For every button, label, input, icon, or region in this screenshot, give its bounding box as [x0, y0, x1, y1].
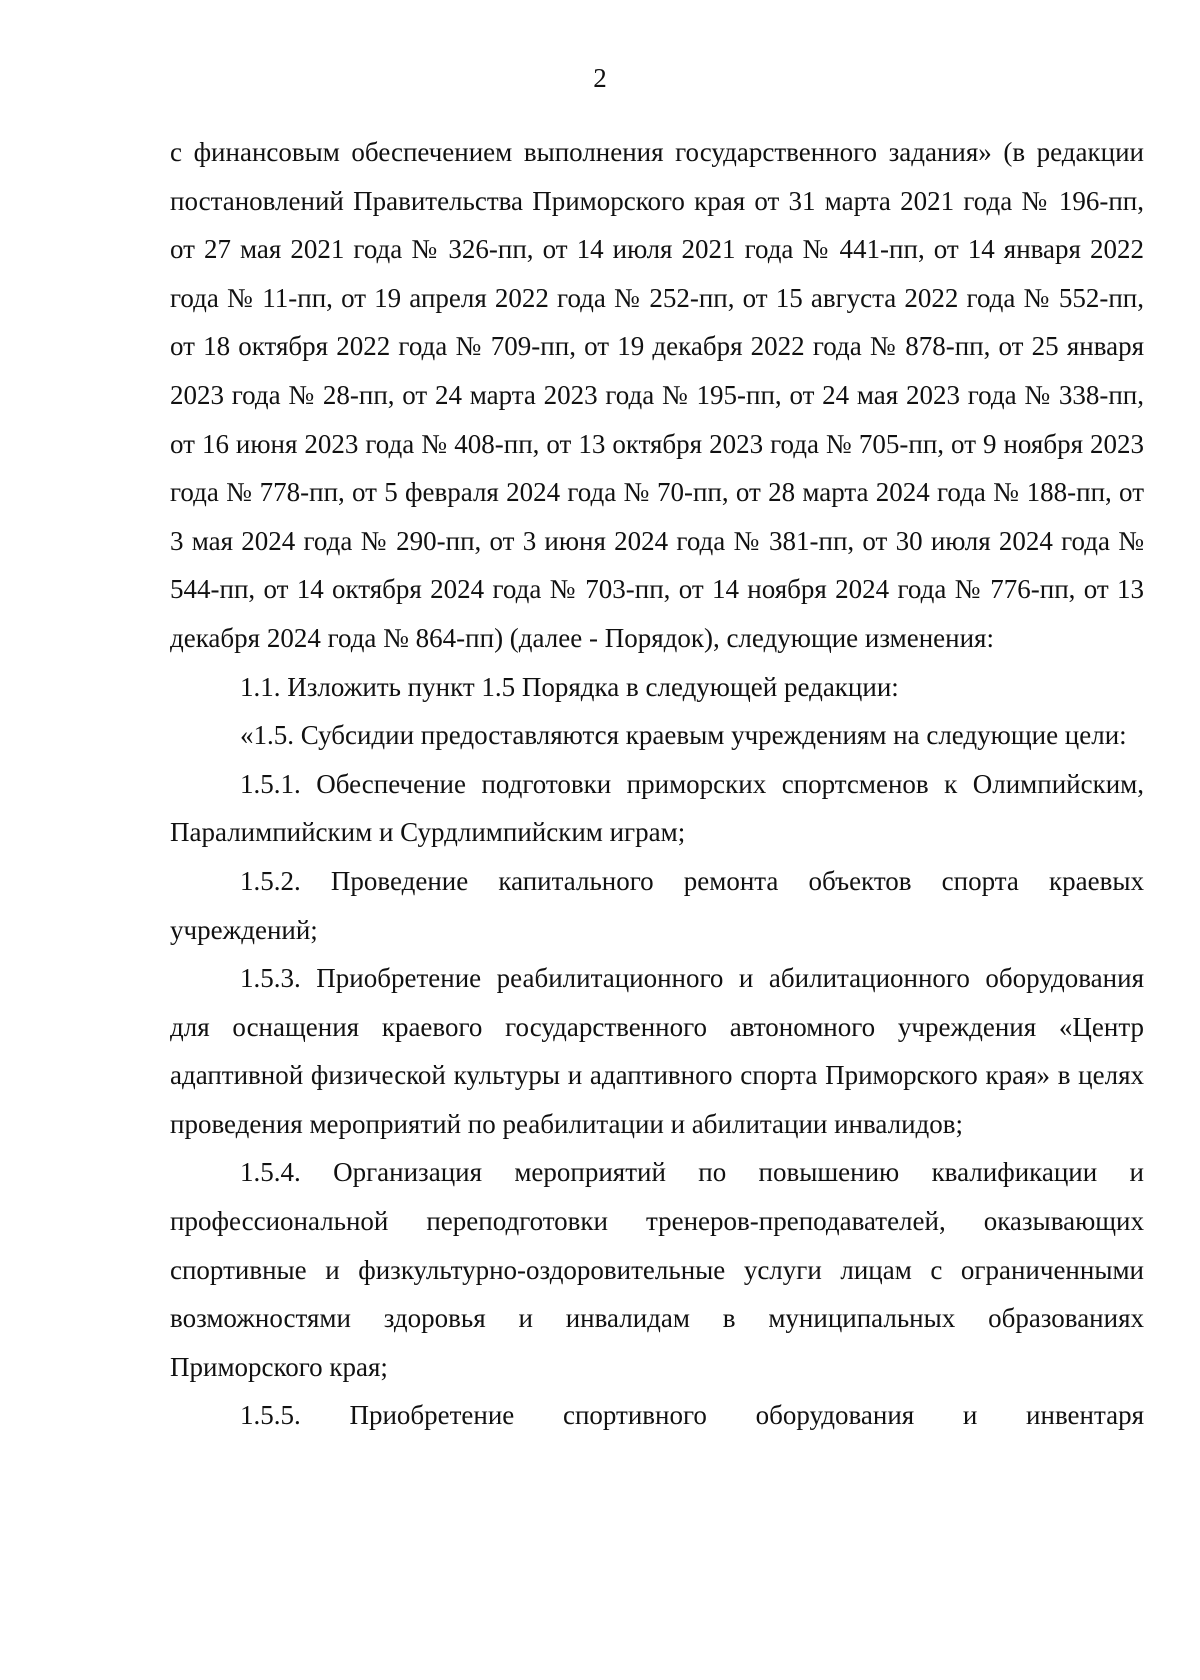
paragraph-1-1: 1.1. Изложить пункт 1.5 Порядка в следующей редакции:: [240, 671, 899, 702]
paragraph-1-5-1: 1.5.1. Обеспечение подготовки приморских спортсменов к Олимпийским, Паралимпийским и Сурдлимпийским играм;: [170, 768, 1144, 848]
paragraph-1-5-5: 1.5.5. Приобретение спортивного оборудования и инвентаря: [240, 1400, 1144, 1431]
page-number: 2: [593, 63, 607, 93]
paragraph-1-5-4: 1.5.4. Организация мероприятий по повышению квалификации и профессиональной переподготовки тренеров-преподавателей, оказывающих спортивные и физкультурно-оздоровительные услуги лицам с ограниченными возможностями здоровья и инвалидам в муниципальных образованиях Приморского края;: [170, 1157, 1144, 1382]
document-body: [170, 128, 1144, 1440]
paragraph-1-5: «1.5. Субсидии предоставляются краевым учреждениям на следующие цели:: [240, 720, 1127, 751]
paragraph-1-5-2: 1.5.2. Проведение капитального ремонта объектов спорта краевых учреждений;: [170, 865, 1144, 945]
paragraph-1-5-3: 1.5.3. Приобретение реабилитационного и абилитационного оборудования для оснащения краевого государственного автономного учреждения «Центр адаптивной физической культуры и адаптивного спорта Приморского края» в целях проведения мероприятий по реабилитации и абилитации инвалидов;: [170, 963, 1144, 1139]
paragraph-amendments-preamble: с финансовым обеспечением выполнения государственного задания» (в редакции постановлений Правительства Приморского края от 31 марта 2021 года № 196-пп, от 27 мая 2021 года № 326-пп, от 14 июля 2021 года № 441-пп, от 14 января 2022 года № 11-пп, от 19 апреля 2022 года № 252-пп, от 15 августа 2022 года № 552-пп, от 18 октября 2022 года № 709-пп, от 19 декабря 2022 года № 878-пп, от 25 января 2023 года № 28-пп, от 24 марта 2023 года № 195-пп, от 24 мая 2023 года № 338-пп, от 16 июня 2023 года № 408-пп, от 13 октября 2023 года № 705-пп, от 9 ноября 2023 года № 778-пп, от 5 февраля 2024 года № 70-пп, от 28 марта 2024 года № 188-пп, от 3 мая 2024 года № 290-пп, от 3 июня 2024 года № 381-пп, от 30 июля 2024 года № 544-пп, от 14 октября 2024 года № 703-пп, от 14 ноября 2024 года № 776-пп, от 13 декабря 2024 года № 864-пп) (далее - Порядок), следующие изменения:: [170, 137, 1144, 653]
